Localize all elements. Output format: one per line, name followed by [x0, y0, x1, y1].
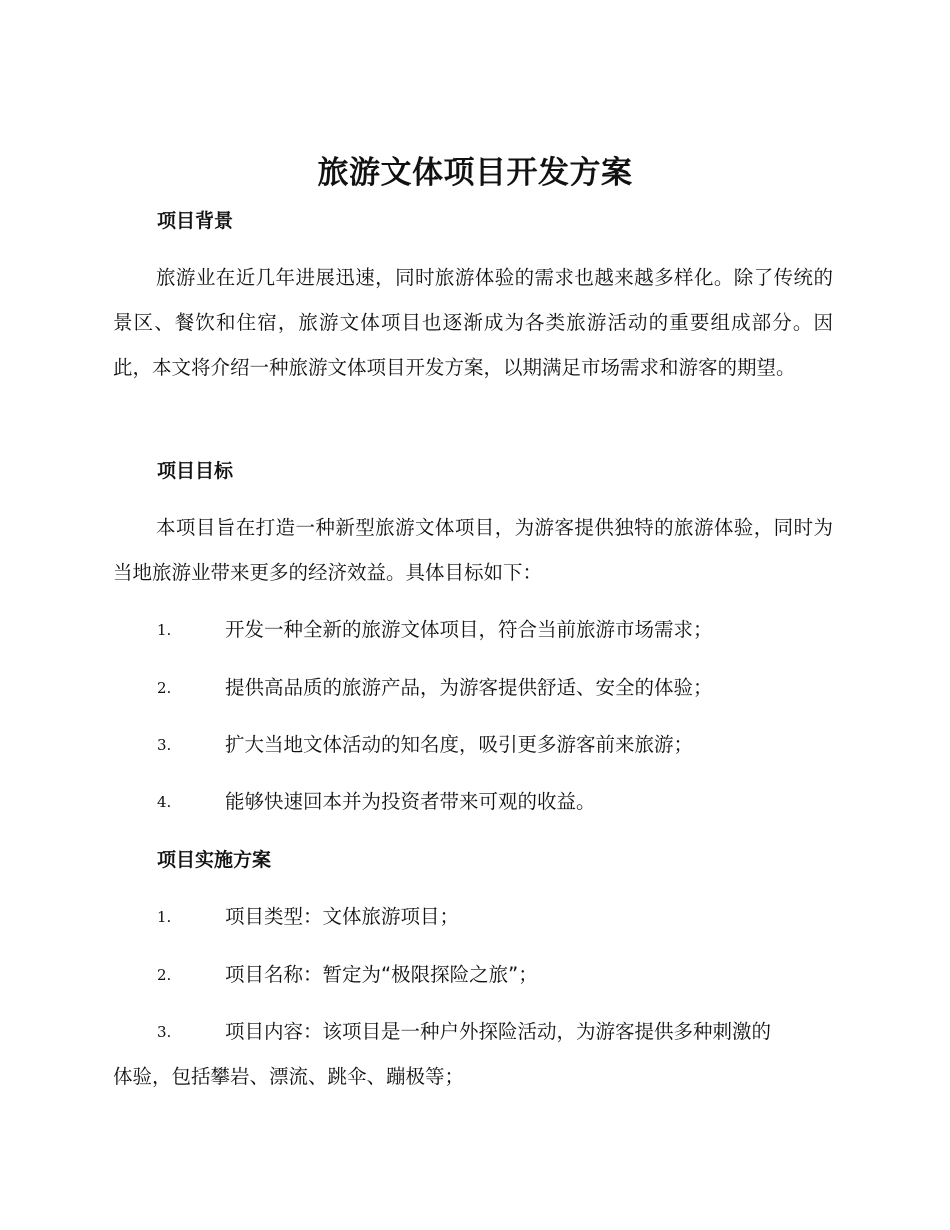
- section-heading-goals: 项目目标: [157, 460, 234, 482]
- list-text: 扩大当地文体活动的知名度，吸引更多游客前来旅游；: [225, 733, 694, 756]
- list-number: 2.: [157, 679, 172, 697]
- list-text-continuation: 体验，包括攀岩、漂流、跳伞、蹦极等；: [113, 1065, 465, 1088]
- list-text: 提供高品质的旅游产品，为游客提供舒适、安全的体验；: [225, 676, 713, 699]
- goals-paragraph: 本项目旨在打造一种新型旅游文体项目，为游客提供独特的旅游体验，同时为当地旅游业带来更多的经济效益。具体目标如下：: [113, 516, 833, 584]
- section-heading-background: 项目背景: [157, 210, 234, 232]
- list-text: 项目类型：文体旅游项目；: [225, 905, 460, 928]
- list-text-first-line: 项目内容：该项目是一种户外探险活动，为游客提供多种刺激的: [225, 1020, 772, 1043]
- list-number: 2.: [157, 966, 172, 984]
- section-heading-implementation: 项目实施方案: [157, 849, 272, 871]
- list-number: 3.: [157, 736, 172, 754]
- list-text: 能够快速回本并为投资者带来可观的收益。: [225, 790, 596, 813]
- list-number: 4.: [157, 793, 172, 811]
- list-number: 1.: [157, 908, 172, 926]
- document-title: 旅游文体项目开发方案: [317, 155, 633, 191]
- list-text: 项目名称：暂定为“极限探险之旅”；: [225, 963, 538, 986]
- background-paragraph: 旅游业在近几年进展迅速，同时旅游体验的需求也越来越多样化。除了传统的景区、餐饮和住宿，旅游文体项目也逐渐成为各类旅游活动的重要组成部分。因此，本文将介绍一种旅游文体项目开发方案，以期满足市场需求和游客的期望。: [113, 266, 833, 379]
- list-text: 开发一种全新的旅游文体项目，符合当前旅游市场需求；: [225, 618, 713, 641]
- list-number: 1.: [157, 621, 172, 639]
- list-number: 3.: [157, 1023, 172, 1041]
